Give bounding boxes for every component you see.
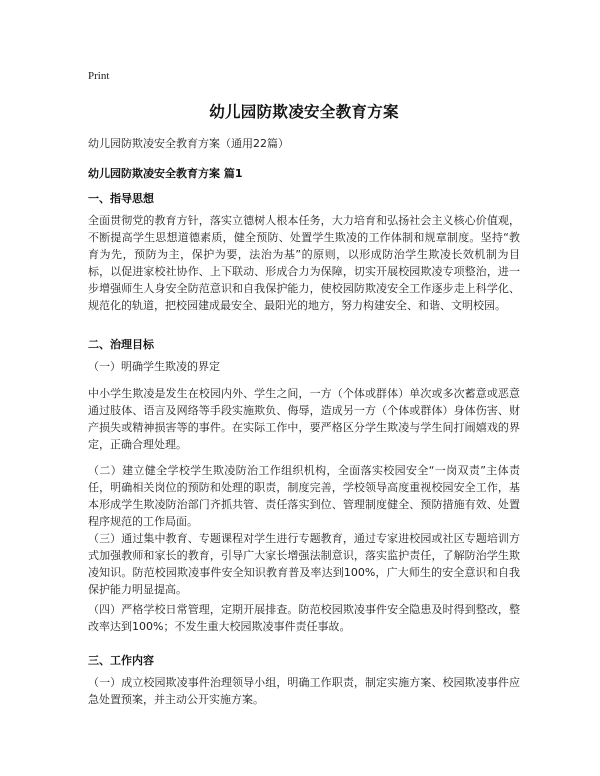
document-subtitle: 幼儿园防欺凌安全教育方案（通用22篇）: [88, 137, 289, 150]
paragraph-goal-2: （二）建立健全学校学生欺凌防治工作组织机构，全面落实校园安全“一岗双责”主体责任，明确相关岗位的预防和处理的职责，制度完善，学校领导高度重视校园安全工作，基本形成学生欺凌防治部门齐抓共管、责任落实到位、管理制度健全、预防措施有效、处置程序规范的工作局面。: [88, 464, 520, 528]
section-heading-guiding: 一、指导思想: [88, 192, 154, 205]
paragraph-guiding: 全面贯彻党的教育方针，落实立德树人根本任务，大力培育和弘扬社会主义核心价值观，不断提高学生思想道德素质，健全预防、处置学生欺凌的工作体制和规章制度。坚持“教育为先，预防为主，保护为要，法治为基”的原则，以形成防治学生欺凌长效机制为目标，以促进家校社协作、上下联动、形成合力为保障，切实开展校园欺凌专项整治，进一步增强师生人身安全防范意识和自我保护能力，使校园防欺凌安全工作逐步走上科学化、规范化的轨道，把校园建成最安全、最阳光的地方，努力构建安全、和谐、文明校园。: [88, 214, 520, 312]
paragraph-work-1: （一）成立校园欺凌事件治理领导小组，明确工作职责，制定实施方案、校园欺凌事件应急处置预案，并主动公开实施方案。: [88, 676, 520, 706]
paragraph-goal-4: （四）严格学校日常管理，定期开展排查。防范校园欺凌事件安全隐患及时得到整改，整改率达到100%；不发生重大校园欺凌事件责任事故。: [88, 603, 520, 633]
section-heading-work: 三、工作内容: [88, 654, 154, 667]
paragraph-goal-1: （一）明确学生欺凌的界定: [88, 360, 220, 373]
document-title: 幼儿园防欺凌安全教育方案: [209, 103, 399, 121]
paragraph-goal-definition: 中小学生欺凌是发生在校园内外、学生之间，一方（个体或群体）单次或多次蓄意或恶意通过肢体、语言及网络等手段实施欺负、侮辱，造成另一方（个体或群体）身体伤害、财产损失或精神损害等的事件。在实际工作中，要严格区分学生欺凌与学生间打闹嬉戏的界定，正确合理处理。: [88, 387, 520, 451]
chapter-heading: 幼儿园防欺凌安全教育方案 篇1: [88, 167, 243, 180]
print-link[interactable]: Print: [88, 70, 110, 82]
paragraph-goal-3: （三）通过集中教育、专题课程对学生进行专题教育，通过专家进校园或社区专题培训方式加强教师和家长的教育，引导广大家长增强法制意识，落实监护责任，了解防治学生欺凌知识。防范校园欺凌事件安全知识教育普及率达到100%，广大师生的安全意识和自我保护能力明显提高。: [88, 532, 520, 596]
section-heading-goals: 二、治理目标: [88, 338, 154, 351]
